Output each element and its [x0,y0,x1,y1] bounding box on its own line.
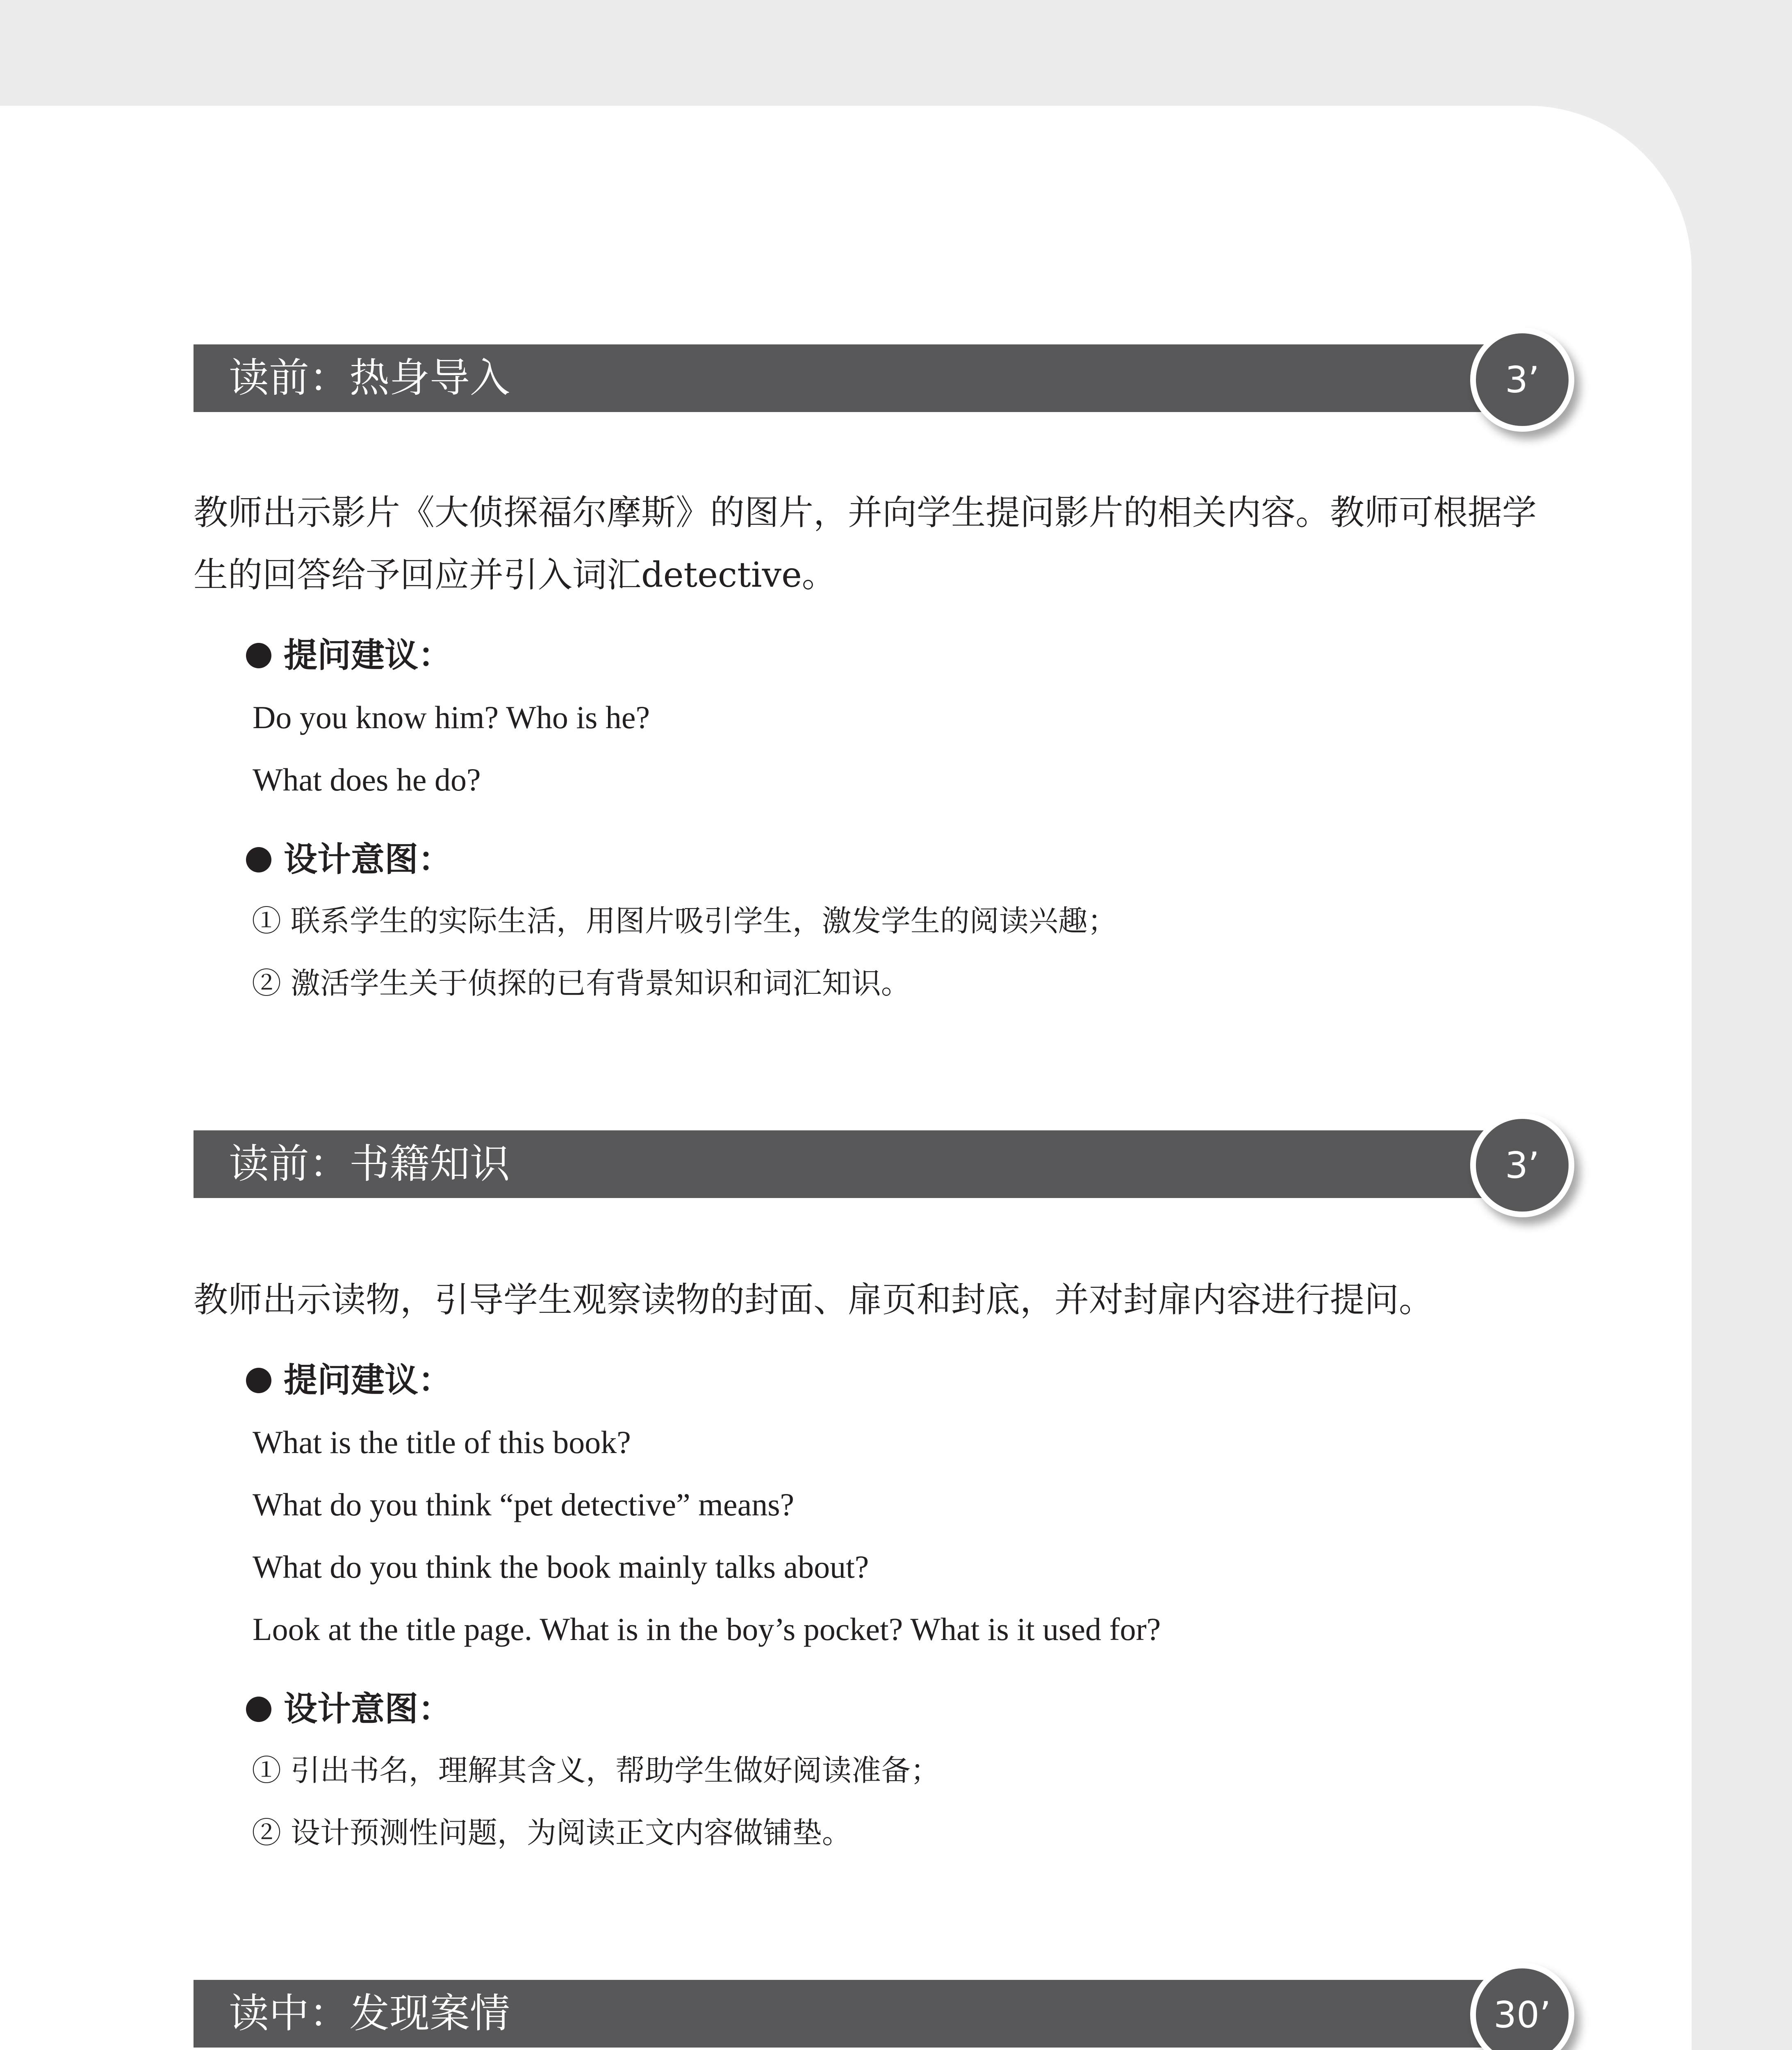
design-heading-label: 设计意图： [284,1690,452,1729]
design-heading [246,1687,452,1732]
design-heading [246,837,452,882]
design-point: ① 联系学生的实际生活，用图片吸引学生，激发学生的阅读兴趣； [252,904,1117,938]
intro-line: 教师出示影片《大侦探福尔摩斯》的图片，并向学生提问影片的相关内容。教师可根据学 [194,492,1537,533]
question-item: What is the title of this book? [253,1424,631,1460]
question-heading [246,1358,452,1403]
time-badge: 3’ [1470,328,1574,432]
question-heading-label: 提问建议： [284,1361,452,1400]
bullet-dot-icon [246,847,271,872]
design-point: ② 激活学生关于侦探的已有背景知识和词汇知识。 [252,966,911,1000]
section-bar-book-knowledge [194,1130,1559,1198]
question-heading-label: 提问建议： [284,636,452,675]
question-item: What do you think “pet detective” means? [253,1487,795,1522]
question-item: Look at the title page. What is in the boy’s pocket? What is it used for? [253,1611,1161,1647]
bullet-dot-icon [246,1368,271,1393]
section-bar-discover-case [194,1980,1559,2048]
question-item: What do you think the book mainly talks about? [253,1549,869,1585]
design-point: ② 设计预测性问题，为阅读正文内容做铺垫。 [252,1815,852,1850]
question-item: What does he do? [253,762,481,797]
time-badge: 30’ [1470,1963,1574,2050]
section-title: 读中：发现案情 [229,1990,510,2037]
design-point: ① 引出书名，理解其含义，帮助学生做好阅读准备； [252,1753,940,1788]
bullet-dot-icon [246,643,271,668]
time-badge: 3’ [1470,1113,1574,1217]
question-heading [246,633,452,678]
question-item: Do you know him? Who is he? [253,699,650,735]
intro-line: 教师出示读物，引导学生观察读物的封面、扉页和封底，并对封扉内容进行提问。 [194,1280,1434,1320]
design-heading-label: 设计意图： [284,840,452,879]
section-title: 读前：热身导入 [229,355,510,401]
intro-line: 生的回答给予回应并引入词汇detective。 [194,555,836,595]
section-title: 读前：书籍知识 [229,1141,510,1187]
section-bar-warmup [194,344,1559,412]
bullet-dot-icon [246,1697,271,1722]
